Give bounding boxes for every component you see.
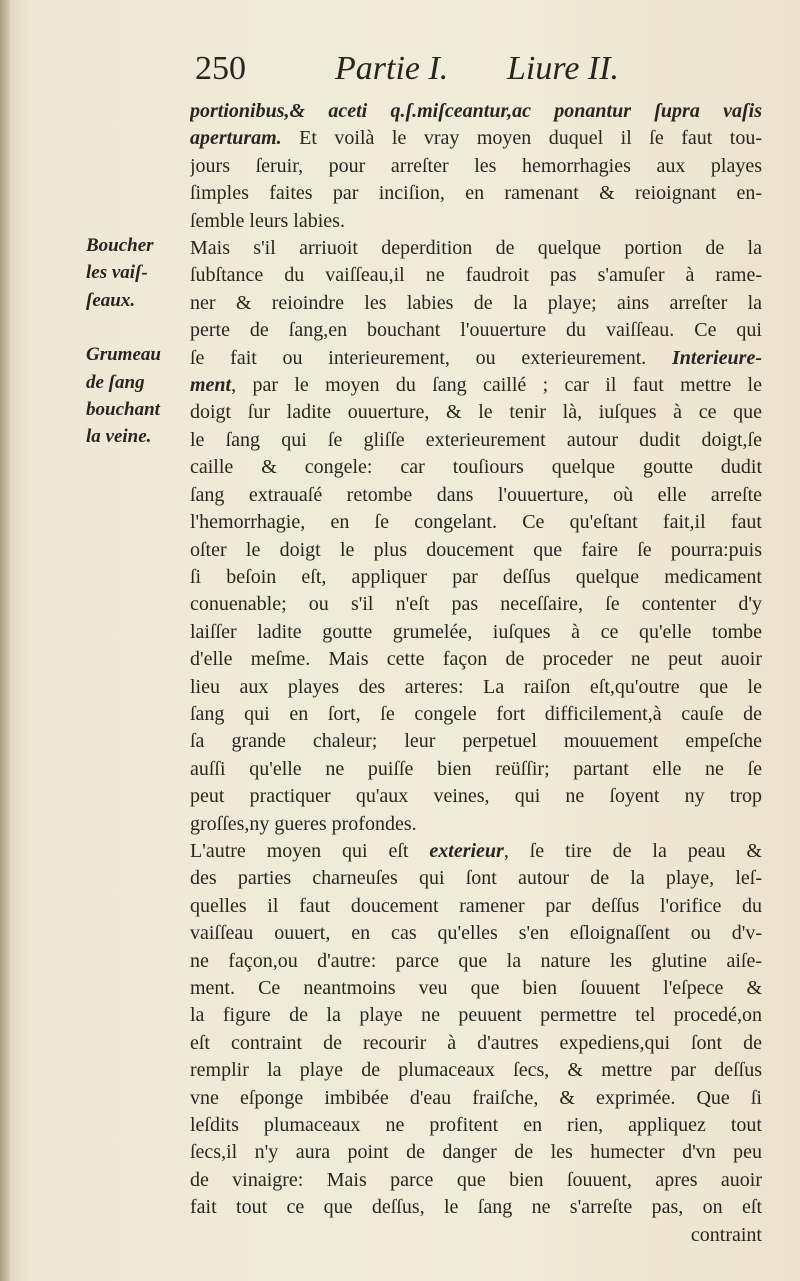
text-segment: groſſes,ny gueres profondes. [190, 812, 417, 835]
text-line [190, 1030, 762, 1057]
text-segment: vaiſſeau ouuert, en cas qu'elles s'en eſloignaſſent ou d'v- [190, 922, 762, 945]
text-segment: doigt ſur ladite ouuerture, & le tenir là, iuſques à ce que [190, 401, 762, 424]
text-line [190, 564, 762, 591]
text-segment: conuenable; ou s'il n'eſt pas neceſſaire, ſe contenter d'y [190, 593, 762, 616]
text-segment: peut practiquer qu'aux veines, qui ne ſoyent ny trop [190, 785, 762, 808]
text-segment: L'autre moyen qui eſt [190, 839, 430, 862]
text-line [190, 674, 762, 701]
running-header [195, 50, 755, 94]
text-line [190, 1167, 762, 1194]
text-segment: ſi beſoin eſt, appliquer par deſſus quelque medicament [190, 565, 762, 588]
text-segment: ſang qui en ſort, ſe congele fort difficilement,à cauſe de [190, 702, 762, 725]
text-line [190, 838, 762, 865]
text-segment: ſubſtance du vaiſſeau,il ne faudroit pas s'amuſer à rame- [190, 264, 762, 287]
text-line [190, 317, 762, 344]
text-line [190, 701, 762, 728]
text-line [190, 756, 762, 783]
text-line [190, 454, 762, 481]
text-segment: lieu aux playes des arteres: La raiſon eſt,qu'outre que le [190, 675, 762, 698]
text-line [190, 1112, 762, 1139]
margin-notes [86, 232, 182, 451]
text-segment: oſter le doigt le plus doucement que faire ſe pourra:puis [190, 538, 762, 561]
text-line [190, 646, 762, 673]
text-segment: ſang extrauaſé retombe dans l'ouuerture, où elle arreſte [190, 483, 762, 506]
text-line [190, 153, 762, 180]
text-line [190, 811, 762, 838]
text-line [190, 235, 762, 262]
text-line [190, 180, 762, 207]
text-line [190, 372, 762, 399]
header-book: Liure II. [507, 50, 620, 87]
text-segment: fait tout ce que deſſus, le ſang ne s'arreſte pas, on eſt [190, 1196, 762, 1219]
text-line [190, 865, 762, 892]
text-segment: Et voilà le vray moyen duquel il ſe faut tou- [281, 127, 762, 150]
italic-segment: aperturam. [190, 127, 282, 150]
italic-segment: portionibus,& aceti q.ſ.miſceantur,ac ponantur ſupra vaſis [190, 100, 762, 122]
text-segment: le ſang qui ſe gliſſe exterieurement autour dudit doigt,ſe [190, 428, 762, 451]
text-segment: ſe fait ou interieurement, ou exterieurement. [190, 346, 672, 369]
margin-note-line: la veine. [86, 426, 152, 448]
text-line [190, 509, 762, 536]
text-segment: quelles il faut doucement ramener par deſſus l'orifice du [190, 894, 762, 917]
text-segment: , ſe tire de la peau & [503, 839, 762, 862]
text-segment: auſſi qu'elle ne puiſſe bien reüſſir; partant elle ne ſe [190, 757, 762, 780]
text-segment: ſa grande chaleur; leur perpetuel mouuement empeſche [190, 730, 762, 753]
text-line [190, 920, 762, 947]
text-line [190, 893, 762, 920]
text-segment: ment. Ce neantmoins veu que bien ſouuent l'eſpece & [190, 977, 762, 999]
text-segment: Mais s'il arriuoit deperdition de quelque portion de la [190, 237, 762, 260]
text-segment: laiſſer ladite goutte grumelée, iuſques à ce qu'elle tombe [190, 620, 762, 643]
margin-note-line: les vaiſ- [86, 262, 148, 284]
margin-note-line: ſeaux. [86, 289, 136, 311]
text-segment: ner & reioindre les labies de la playe; ains arreſter la [190, 291, 762, 314]
text-segment: jours ſeruir, pour arreſter les hemorrhagies aux playes [190, 154, 762, 177]
margin-note-line: Grumeau [86, 344, 161, 366]
text-line [190, 619, 762, 646]
text-line [190, 482, 762, 509]
text-line [190, 98, 762, 125]
text-segment: des parties charneuſes qui ſont autour de la playe, leſ- [190, 867, 762, 890]
text-segment: vne eſponge imbibée d'eau fraiſche, & exprimée. Que ſi [190, 1086, 762, 1109]
text-segment: leſdits plumaceaux ne profitent en rien, appliquez tout [190, 1114, 762, 1137]
margin-note-line: Boucher [86, 235, 154, 256]
text-segment: la figure de la playe ne peuuent permettre tel procedé,on [190, 1004, 762, 1027]
italic-segment: exterieur [429, 839, 504, 862]
text-segment: perte de ſang,en bouchant l'ouuerture du vaiſſeau. Ce qui [190, 319, 762, 342]
text-segment: caille & congele: car touſiours quelque goutte dudit [190, 456, 762, 479]
text-segment: d'elle meſme. Mais cette façon de proceder ne peut auoir [190, 648, 762, 671]
page-number: 250 [195, 50, 246, 87]
text-line [190, 345, 762, 372]
page-gutter [0, 0, 10, 1281]
text-segment: ne façon,ou d'autre: parce que la nature les glutine aiſe- [190, 949, 762, 972]
text-segment: , par le moyen du ſang caillé ; car il faut mettre le [231, 374, 762, 397]
text-segment: de vinaigre: Mais parce que bien ſouuent, apres auoir [190, 1168, 762, 1191]
text-line [190, 1139, 762, 1166]
text-line [190, 728, 762, 755]
text-line [190, 290, 762, 317]
text-line [190, 125, 762, 152]
note-spacer [86, 314, 182, 341]
catchword: contraint [690, 1223, 762, 1246]
text-line [190, 427, 762, 454]
text-line [190, 537, 762, 564]
text-line [190, 1085, 762, 1112]
text-segment: remplir la playe de plumaceaux ſecs, & mettre par deſſus [190, 1059, 762, 1082]
text-line [190, 948, 762, 975]
italic-segment: ment [190, 374, 232, 397]
text-line [190, 1002, 762, 1029]
margin-note-line: bouchant [86, 399, 160, 421]
text-segment: l'hemorrhagie, en ſe congelant. Ce qu'eſtant fait,il faut [190, 511, 762, 534]
text-segment: eſt contraint de recourir à d'autres expediens,qui ſont de [190, 1031, 762, 1054]
header-part: Partie I. [335, 50, 449, 87]
text-line [190, 1057, 762, 1084]
text-line [190, 208, 762, 235]
text-line [190, 975, 762, 1002]
text-segment: ſemble leurs labies. [190, 209, 345, 232]
text-line [190, 1194, 762, 1221]
text-segment: ſecs,il n'y aura point de danger de les humecter d'vn peu [190, 1141, 762, 1164]
margin-note-line: de ſang [86, 371, 145, 393]
text-line [190, 262, 762, 289]
text-line [190, 591, 762, 618]
text-line [190, 399, 762, 426]
text-line [190, 783, 762, 810]
italic-segment: Interieure- [672, 346, 762, 369]
text-segment: ſimples faites par inciſion, en ramenant & reioignant en- [190, 182, 762, 205]
body-text [190, 98, 762, 1249]
